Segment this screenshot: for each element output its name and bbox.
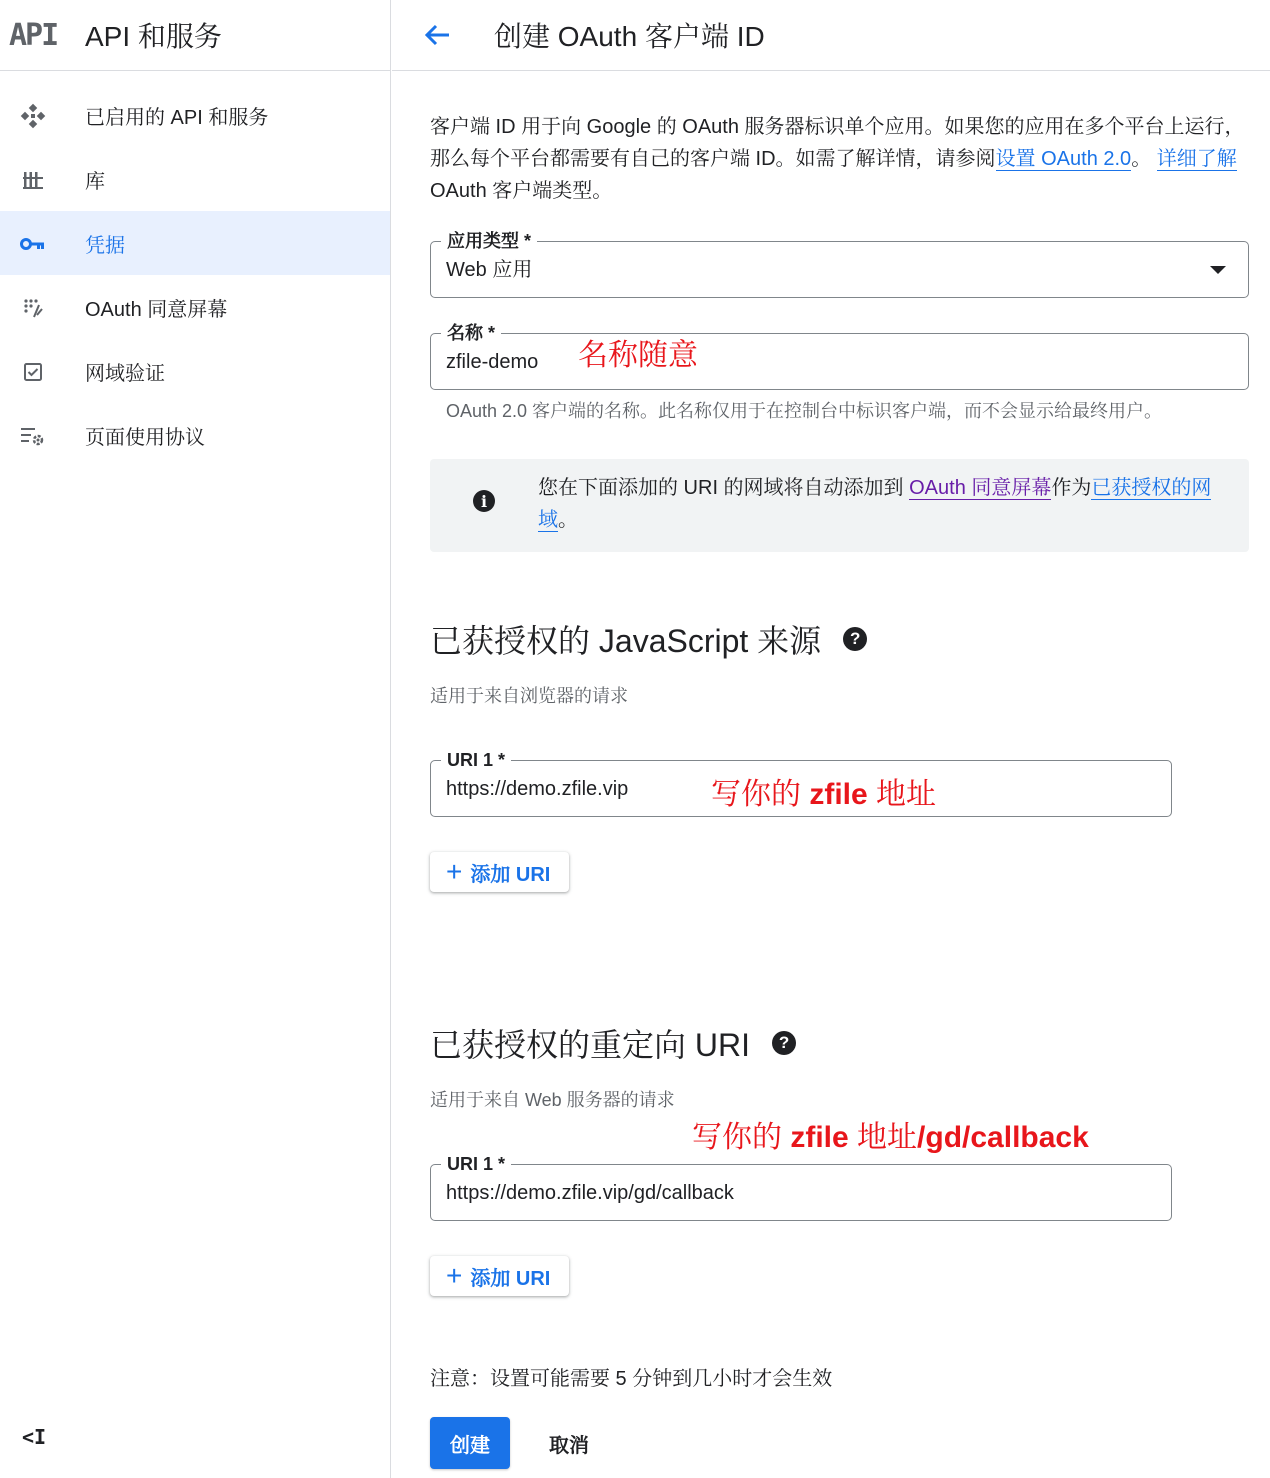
js-origins-title-text: 已获授权的 JavaScript 来源 xyxy=(430,623,822,659)
info-text-part: 作为 xyxy=(1051,477,1092,499)
annotation-part: zfile xyxy=(790,1121,849,1154)
sidebar-item-label: OAuth 同意屏幕 xyxy=(85,298,228,321)
redirect-uri-field[interactable] xyxy=(430,1154,1172,1221)
sidebar-item-label: 页面使用协议 xyxy=(85,426,205,449)
add-icon: + xyxy=(446,856,463,887)
redirect-annotation xyxy=(692,1120,1089,1156)
add-uri-label: 添加 URI xyxy=(470,1267,551,1290)
info-icon: i xyxy=(473,490,495,512)
redirect-uri-label: URI 1 * xyxy=(441,1152,511,1176)
dropdown-arrow-icon xyxy=(1210,266,1226,274)
sidebar-item-enabled-apis[interactable] xyxy=(0,83,390,147)
annotation-part: 写你的 xyxy=(711,778,810,811)
intro-text-part: OAuth 客户端类型。 xyxy=(430,180,613,202)
info-text-part: 。 xyxy=(558,509,578,531)
redirect-uris-title-text: 已获授权的重定向 URI xyxy=(430,1027,751,1063)
sidebar-header xyxy=(0,0,390,71)
add-uri-label: 添加 URI xyxy=(470,863,551,886)
library-icon xyxy=(20,167,46,193)
settings-list-icon xyxy=(20,423,46,449)
info-text-part: 您在下面添加的 URI 的网域将自动添加到 xyxy=(538,477,910,499)
name-field[interactable] xyxy=(430,323,1249,390)
intro-text-part: 。 xyxy=(1131,148,1152,170)
sidebar-item-oauth-consent[interactable] xyxy=(0,275,390,339)
sidebar-title: API 和服务 xyxy=(85,21,222,52)
redirect-uris-title xyxy=(430,1020,796,1066)
sidebar-item-label: 网域验证 xyxy=(85,362,165,385)
key-icon xyxy=(20,231,46,257)
info-text xyxy=(538,472,1228,536)
name-annotation: 名称随意 xyxy=(578,339,698,372)
annotation-part: /gd/callback xyxy=(917,1121,1089,1154)
app-type-value: Web 应用 xyxy=(446,259,533,281)
checkbox-icon xyxy=(20,359,46,385)
authorized-domains-link[interactable]: 已获授权的网域 xyxy=(538,477,1212,531)
sidebar-item-domain-verification[interactable] xyxy=(0,339,390,403)
js-origin-uri-value: https://demo.zfile.vip xyxy=(446,778,629,800)
name-hint: OAuth 2.0 客户端的名称。此名称仅用于在控制台中标识客户端，而不会显示给最终用户。 xyxy=(446,401,1163,421)
sidebar xyxy=(0,0,391,1478)
redirect-uri-value: https://demo.zfile.vip/gd/callback xyxy=(446,1182,734,1204)
intro-text xyxy=(430,111,1245,207)
back-button[interactable] xyxy=(422,20,452,50)
redirect-uris-subtitle: 适用于来自 Web 服务器的请求 xyxy=(430,1090,675,1110)
learn-more-link[interactable]: 详细了解 xyxy=(1156,148,1237,170)
create-button[interactable]: 创建 xyxy=(430,1417,510,1469)
annotation-part: zfile xyxy=(809,778,868,811)
main-content xyxy=(392,0,1270,1478)
help-icon[interactable]: ? xyxy=(772,1031,796,1055)
add-icon: + xyxy=(446,1260,463,1291)
arrow-back-icon xyxy=(423,23,451,47)
sidebar-nav xyxy=(0,83,390,467)
api-diamond-icon xyxy=(20,103,46,129)
collapse-sidebar-button[interactable]: <I xyxy=(22,1425,47,1449)
js-origin-uri-field[interactable] xyxy=(430,750,1172,817)
name-label: 名称 * xyxy=(441,321,501,345)
api-logo: API xyxy=(9,17,58,53)
js-origin-annotation xyxy=(711,777,936,813)
cancel-button[interactable]: 取消 xyxy=(549,1434,589,1457)
app-type-select[interactable] xyxy=(430,231,1249,298)
sidebar-item-credentials[interactable] xyxy=(0,211,390,275)
setup-oauth-link[interactable]: 设置 OAuth 2.0 xyxy=(995,148,1132,170)
annotation-part: 地址 xyxy=(867,778,937,811)
oauth-consent-link[interactable]: OAuth 同意屏幕 xyxy=(909,477,1052,499)
js-origins-subtitle: 适用于来自浏览器的请求 xyxy=(430,686,628,706)
page-header xyxy=(392,0,1270,71)
sidebar-item-label: 凭据 xyxy=(85,234,125,257)
settings-note: 注意：设置可能需要 5 分钟到几小时才会生效 xyxy=(430,1368,833,1390)
js-origins-title xyxy=(430,616,867,662)
sidebar-item-label: 已启用的 API 和服务 xyxy=(85,106,269,129)
sidebar-item-page-usage-agreements[interactable] xyxy=(0,403,390,467)
add-js-origin-uri-button[interactable] xyxy=(430,852,569,892)
annotation-part: 写你的 xyxy=(692,1121,791,1154)
sidebar-item-library[interactable] xyxy=(0,147,390,211)
info-banner xyxy=(430,459,1249,552)
consent-screen-icon xyxy=(20,295,46,321)
intro-text-part: 客户端 ID 用于向 Google 的 OAuth 服务器标识单个应用。如果您的应用在多个平台上运行，那么每个平台都需要有自己的客户端 ID。如需了解详情，请参阅 xyxy=(430,116,1245,170)
js-origin-uri-label: URI 1 * xyxy=(441,748,511,772)
annotation-part: 地址 xyxy=(848,1121,918,1154)
sidebar-item-label: 库 xyxy=(85,170,105,193)
add-redirect-uri-button[interactable] xyxy=(430,1256,569,1296)
help-icon[interactable]: ? xyxy=(843,627,867,651)
name-value: zfile-demo xyxy=(446,351,539,373)
page-title: 创建 OAuth 客户端 ID xyxy=(494,21,765,52)
app-type-label: 应用类型 * xyxy=(441,229,537,253)
